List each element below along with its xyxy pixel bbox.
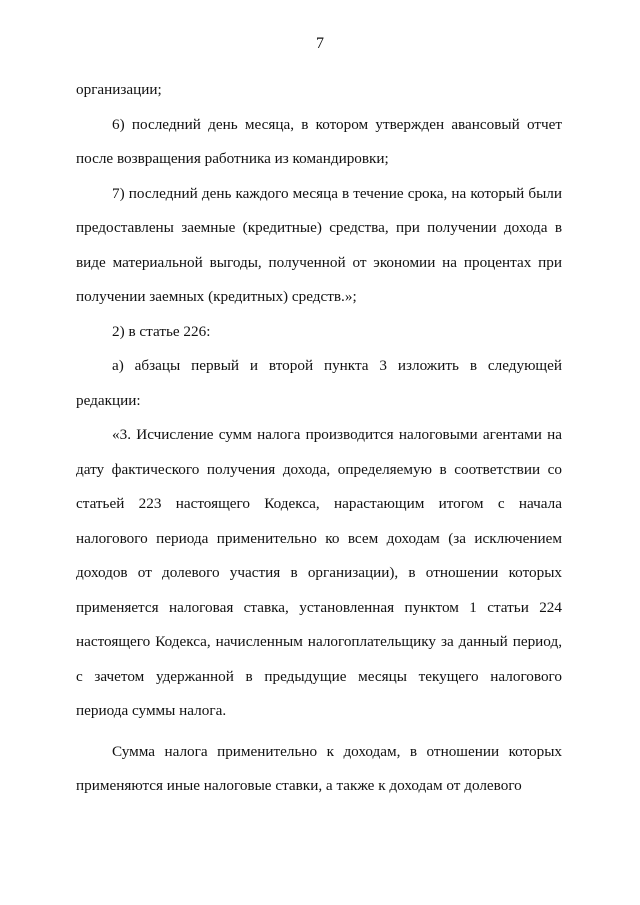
page-number: 7 [316,35,324,52]
paragraph-tax-other-rates: Сумма налога применительно к доходам, в отношении которых применяются иные налоговые ставки, а также к доходам от долевого [76,742,562,794]
paragraph-quote-point-3: «3. Исчисление сумм налога производится налоговыми агентами на дату фактического получения дохода, определяемую в соответствии со статьей 223 настоящего Кодекса, нарастающим итогом с начала налогового периода применительно ко всем доходам (за исключением доходов от долевого участия в организации), в отношении которых применяется налоговая ставка, установленная пунктом 1 статьи 224 настоящего Кодекса, начисленным налогоплательщику за данный период, с зачетом удержанной в предыдущие месяцы текущего налогового периода суммы налога. [76,426,562,719]
paragraph-item-6: 6) последний день месяца, в котором утвержден авансовый отчет после возвращения работника из командировки; [76,115,562,167]
paragraph-organization-ending: организации; [76,81,162,98]
paragraph-article-226: 2) в статье 226: [112,322,211,340]
document-body [76,73,562,804]
paragraph-subitem-a: а) абзацы первый и второй пункта 3 изложить в следующей редакции: [76,357,562,409]
paragraph-item-7: 7) последний день каждого месяца в течение срока, на который были предоставлены заемные (кредитные) средства, при получении дохода в виде материальной выгоды, полученной от экономии на процентах при получении заемных (кредитных) средств.»; [76,184,562,305]
